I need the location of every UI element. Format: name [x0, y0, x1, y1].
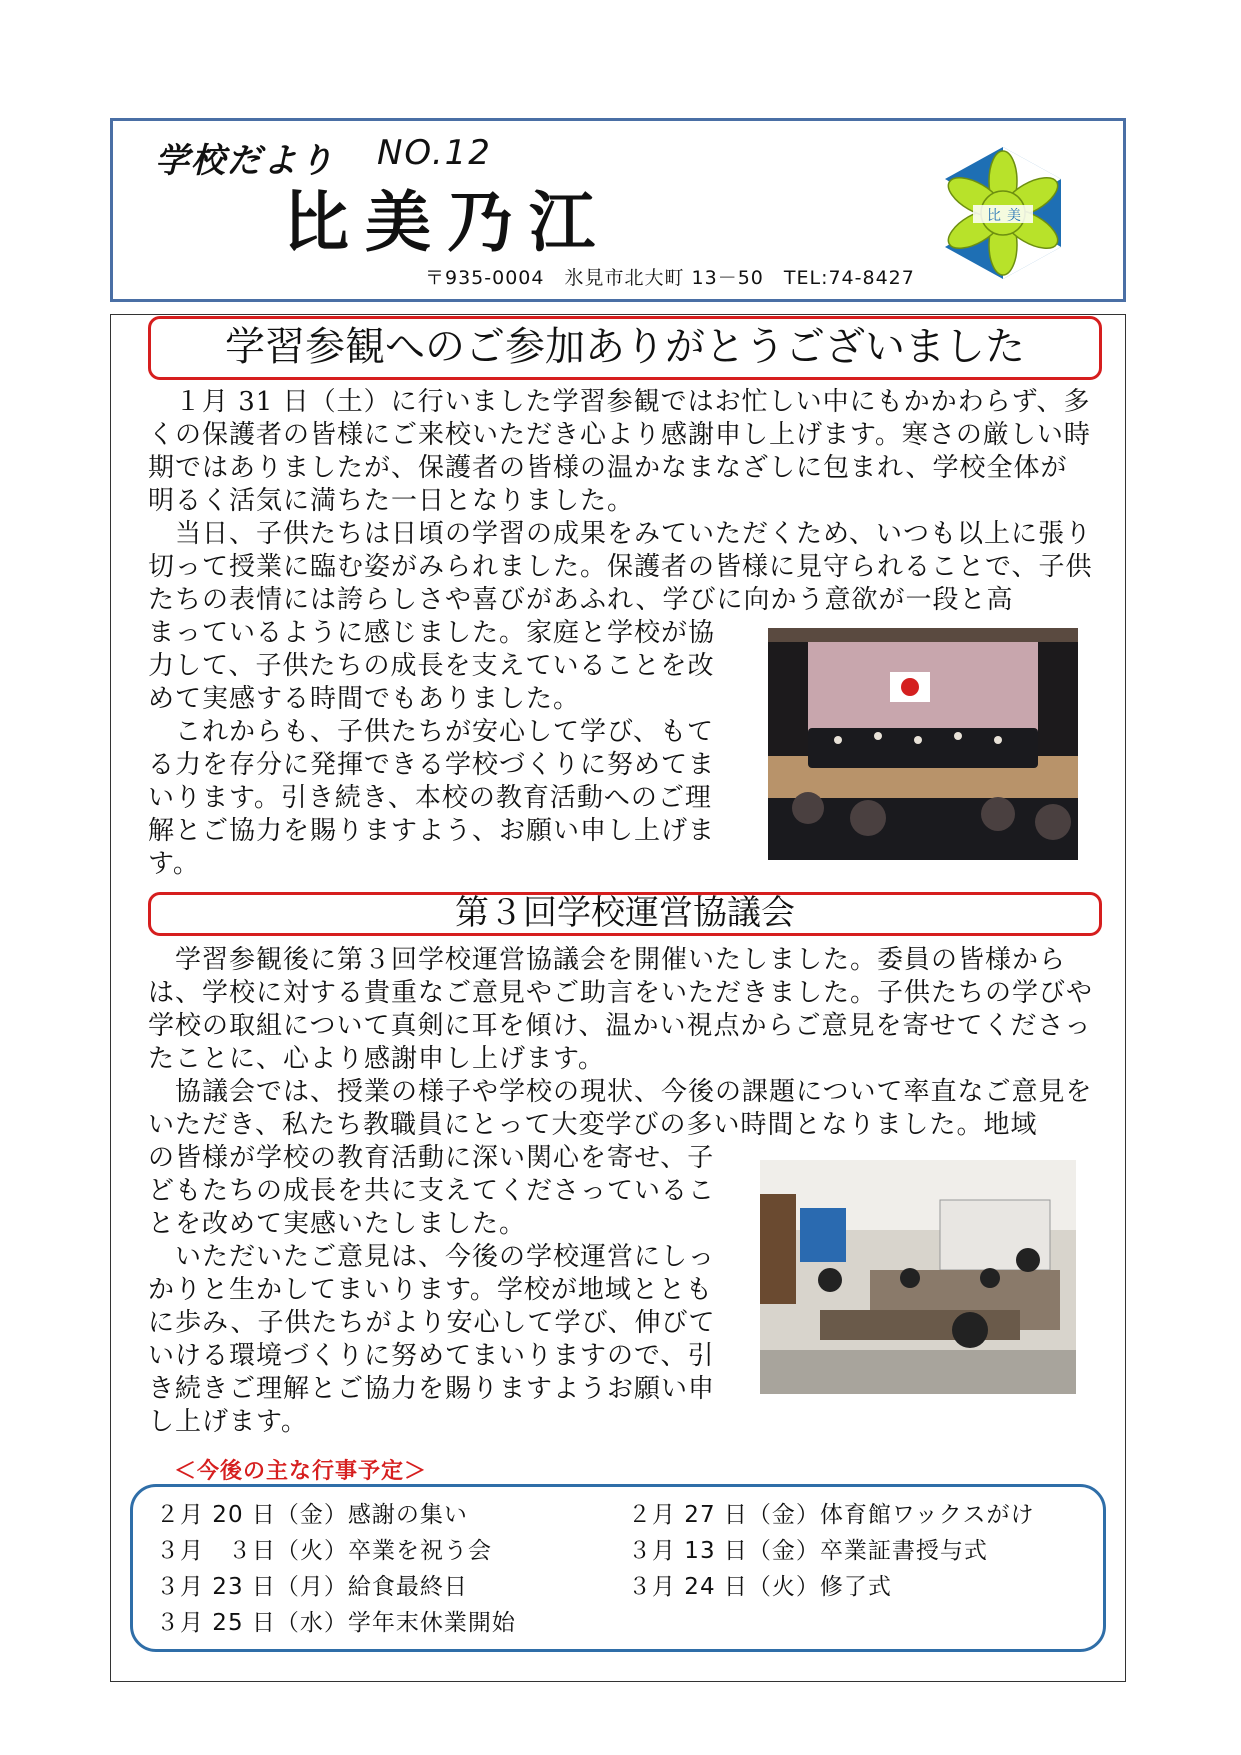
meeting-photo: [760, 1160, 1076, 1394]
events-heading: ＜今後の主な行事予定＞: [174, 1459, 428, 1484]
emblem-char-left: 比: [987, 208, 1001, 224]
section1-paragraph-3: まっているように感じました。家庭と学校が協力して、子供たちの成長を支えていることを改めて実感する時間でもありました。: [148, 618, 716, 714]
section2-paragraph-1: 学習参観後に第３回学校運営協議会を開催いたしました。委員の皆様からは、学校に対する貴重なご意見やご助言をいただきました。子供たちの学びや学校の取組について真剣に耳を傾け、温かい視点からご意見を寄せてくださったことに、心より感謝申し上げます。: [148, 945, 1094, 1074]
section1-title: 学習参観へのご参加ありがとうございました: [148, 316, 1102, 380]
section1-paragraph-1: １月 31 日（土）に行いました学習参観ではお忙しい中にもかかわらず、多くの保護者の皆様にご来校いただき心より感謝申し上げます。寒さの厳しい時期ではありましたが、保護者の皆様の温かなまなざしに包まれ、学校全体が明るく活気に満ちた一日となりました。: [148, 387, 1091, 516]
newsletter-title: 比美乃江: [283, 183, 611, 261]
event-item: ３月 23 日（月）給食最終日: [156, 1574, 468, 1600]
event-item: ２月 20 日（金）感謝の集い: [156, 1502, 468, 1528]
section2-title: 第３回学校運営協議会: [148, 892, 1102, 936]
emblem-char-right: 美: [1007, 208, 1021, 224]
school-address: 〒935-0004 氷見市北大町 13－50 TEL:74-8427: [425, 267, 915, 289]
newsletter-label: 学校だより: [155, 141, 335, 181]
issue-number: NO.12: [377, 133, 492, 173]
school-emblem-icon: [943, 145, 1063, 281]
assembly-photo: [768, 628, 1078, 860]
section2-paragraph-4: いただいたご意見は、今後の学校運営にしっかりと生かしてまいります。学校が地域とともに歩み、子供たちがより安心して学び、伸びていける環境づくりに努めてまいりますので、引き続きご理解とご協力を賜りますようお願い申し上げます。: [148, 1242, 716, 1437]
newsletter-header: [110, 118, 1126, 302]
section2-paragraph-3: の皆様が学校の教育活動に深い関心を寄せ、子どもたちの成長を共に支えてくださっていることを改めて実感いたしました。: [148, 1143, 716, 1239]
event-item: ３月 25 日（水）学年末休業開始: [156, 1610, 516, 1636]
event-item: ２月 27 日（金）体育館ワックスがけ: [628, 1502, 1035, 1528]
event-item: ３月 ３日（火）卒業を祝う会: [156, 1538, 492, 1564]
event-item: ３月 13 日（金）卒業証書授与式: [628, 1538, 988, 1564]
section1-paragraph-4: これからも、子供たちが安心して学び、もてる力を存分に発揮できる学校づくりに努めてまいります。引き続き、本校の教育活動へのご理解とご協力を賜りますよう、お願い申し上げます。: [148, 717, 716, 879]
section1-paragraph-2: 当日、子供たちは日頃の学習の成果をみていただくため、いつも以上に張り切って授業に臨む姿がみられました。保護者の皆様に見守られることで、子供たちの表情には誇らしさや喜びがあふれ、学びに向かう意欲が一段と高: [148, 519, 1093, 615]
section2-paragraph-2: 協議会では、授業の様子や学校の現状、今後の課題について率直なご意見をいただき、私たち教職員にとって大変学びの多い時間となりました。地域: [148, 1077, 1093, 1140]
event-item: ３月 24 日（火）修了式: [628, 1574, 892, 1600]
